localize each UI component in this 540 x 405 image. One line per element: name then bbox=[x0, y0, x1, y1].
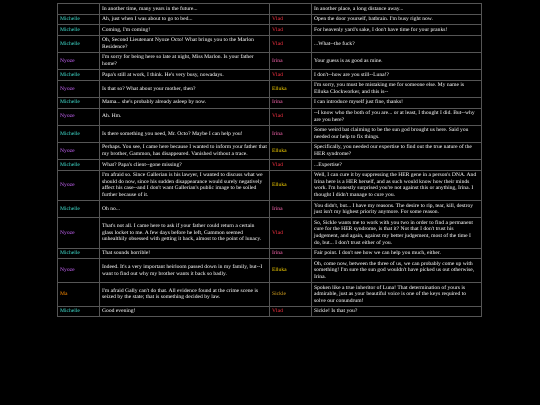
left-speaker: Michelle bbox=[58, 25, 100, 36]
left-speaker: Nyoze bbox=[58, 142, 100, 159]
right-speaker: Vlad bbox=[270, 108, 312, 125]
right-speaker: Elluka bbox=[270, 170, 312, 200]
table-row bbox=[58, 25, 482, 36]
left-speaker: Michelle bbox=[58, 125, 100, 142]
right-speaker: Vlad bbox=[270, 25, 312, 36]
left-speaker: Nyoze bbox=[58, 52, 100, 69]
right-speaker: Irina bbox=[270, 97, 312, 108]
left-line: That sounds horrible! bbox=[100, 248, 270, 259]
right-line: In another place, a long distance away... bbox=[312, 4, 482, 15]
table-row bbox=[58, 70, 482, 81]
right-speaker: Vlad bbox=[270, 218, 312, 248]
script-page bbox=[57, 3, 481, 317]
right-speaker: Elluka bbox=[270, 259, 312, 283]
left-line: Ah. Hm. bbox=[100, 108, 270, 125]
left-speaker: Nyoze bbox=[58, 259, 100, 283]
right-line: Specifically, you needed our expertise to find out the true nature of the HER syndrome? bbox=[312, 142, 482, 159]
left-speaker: Michelle bbox=[58, 306, 100, 317]
right-speaker bbox=[270, 4, 312, 15]
right-line: Well, I can cure it by suppressing the HER gene in a person's DNA. And Irina here is a HER herself, and as such would know how their minds work. I'm honestly surprised you're not against this or anything, Irina. I thought I didn't manage to cure you. bbox=[312, 170, 482, 200]
left-line: Oh, Second Lieutenant Nyoze Octo! What brings you to the Marlon Residence? bbox=[100, 35, 270, 52]
table-row bbox=[58, 4, 482, 15]
left-line: I'm afraid Gally can't do that. All evidence found at the crime scene is seized by the state; that is something decided by law. bbox=[100, 283, 270, 307]
left-speaker: Nyoze bbox=[58, 108, 100, 125]
left-line: Is there something you need, Mr. Octo? Maybe I can help you! bbox=[100, 125, 270, 142]
left-speaker: Michelle bbox=[58, 97, 100, 108]
table-row bbox=[58, 283, 482, 307]
left-line: In another time, many years in the future... bbox=[100, 4, 270, 15]
right-line: You didn't, but... I have my reasons. The desire to rip, tear, kill, destroy just isn't my highest priority anymore. For some reason. bbox=[312, 201, 482, 218]
left-speaker: Michelle bbox=[58, 14, 100, 25]
table-row bbox=[58, 35, 482, 52]
right-line: Sickle! Is that you? bbox=[312, 306, 482, 317]
right-line: Fair point. I don't see how we can help you much, either. bbox=[312, 248, 482, 259]
right-speaker: Vlad bbox=[270, 14, 312, 25]
table-row bbox=[58, 125, 482, 142]
left-line: That's not all. I came here to ask if your father could return a certain glass locket to me. A few days before he left, Gammon seemed unhealthily obsessed with getting it back, almost to the point of lunacy. bbox=[100, 218, 270, 248]
right-line: Some weird bat claiming to be the sun god brought us here. Said you needed our help to fix things. bbox=[312, 125, 482, 142]
right-line: I don't--how are you still--Luna!? bbox=[312, 70, 482, 81]
right-speaker: Vlad bbox=[270, 70, 312, 81]
table-row bbox=[58, 170, 482, 200]
left-line: I'm afraid so. Since Gallerian is his lawyer, I wanted to discuss what we should do now, since his sudden disappearance would surely negatively affect his case--and I don't want Gallerian's public image to be soiled further because of it. bbox=[100, 170, 270, 200]
right-speaker: Irina bbox=[270, 125, 312, 142]
table-row bbox=[58, 248, 482, 259]
right-line: For heavenly yard's sake, I don't have time for your pranks! bbox=[312, 25, 482, 36]
right-speaker: Vlad bbox=[270, 35, 312, 52]
left-speaker: Nyoze bbox=[58, 170, 100, 200]
table-row bbox=[58, 52, 482, 69]
table-row bbox=[58, 97, 482, 108]
left-speaker: Michelle bbox=[58, 160, 100, 171]
right-line: ...Expertise? bbox=[312, 160, 482, 171]
right-line: I'm sorry, you must be mistaking me for someone else. My name is Elluka Clockworker, and this is-- bbox=[312, 80, 482, 97]
table-row bbox=[58, 201, 482, 218]
left-line: Is that so? What about your mother, then? bbox=[100, 80, 270, 97]
right-speaker: Sickle bbox=[270, 283, 312, 307]
right-line: Oh, come now, between the three of us, we can probably come up with something! I'm sure the sun god wouldn't have picked us out otherwise, Irina. bbox=[312, 259, 482, 283]
left-line: Indeed. It's a very important heirloom passed down in my family, but--I want to find out why my brother wants it back so badly. bbox=[100, 259, 270, 283]
left-line: Ah, just when I was about to go to bed... bbox=[100, 14, 270, 25]
table-row bbox=[58, 80, 482, 97]
left-speaker: Nyoze bbox=[58, 218, 100, 248]
right-speaker: Irina bbox=[270, 52, 312, 69]
left-speaker: Nyoze bbox=[58, 80, 100, 97]
right-speaker: Vlad bbox=[270, 306, 312, 317]
table-row bbox=[58, 160, 482, 171]
left-speaker: Michelle bbox=[58, 70, 100, 81]
right-line: I can introduce myself just fine, thanks! bbox=[312, 97, 482, 108]
dialogue-table-body bbox=[58, 4, 482, 317]
left-line: Oh no... bbox=[100, 201, 270, 218]
left-speaker: Michelle bbox=[58, 248, 100, 259]
right-speaker: Irina bbox=[270, 201, 312, 218]
right-line: Spoken like a true inheritor of Luna! That determination of yours is admirable, just as your beautiful voice is one of the keys required to solve our conundrum! bbox=[312, 283, 482, 307]
right-speaker: Elluka bbox=[270, 80, 312, 97]
table-row bbox=[58, 142, 482, 159]
left-line: Good evening! bbox=[100, 306, 270, 317]
left-speaker bbox=[58, 4, 100, 15]
right-speaker: Irina bbox=[270, 248, 312, 259]
left-line: Perhaps. You see, I came here because I wanted to inform your father that my brother, Gammon, has disappeared. Vanished without a trace. bbox=[100, 142, 270, 159]
table-row bbox=[58, 306, 482, 317]
right-line: ...What--the fuck? bbox=[312, 35, 482, 52]
table-row bbox=[58, 108, 482, 125]
dialogue-table bbox=[57, 3, 482, 317]
left-line: Mama... she's probably already asleep by now. bbox=[100, 97, 270, 108]
left-speaker: Michelle bbox=[58, 35, 100, 52]
right-speaker: Elluka bbox=[270, 142, 312, 159]
left-line: What? Papa's client--gone missing? bbox=[100, 160, 270, 171]
right-line: So, Sickle wants me to work with you two in order to find a permanent cure for the HER syndrome, is that it? Not that I don't trust his judgement, and again, against my better judgement, most of the time I do, but... I don't trust either of you. bbox=[312, 218, 482, 248]
left-speaker: Ma bbox=[58, 283, 100, 307]
table-row bbox=[58, 259, 482, 283]
right-speaker: Vlad bbox=[270, 160, 312, 171]
left-line: I'm sorry for being here so late at night, Miss Marlon. Is your father home? bbox=[100, 52, 270, 69]
right-line: Your guess is as good as mine. bbox=[312, 52, 482, 69]
left-speaker: Michelle bbox=[58, 201, 100, 218]
right-line: Open the door yourself, batbrain. I'm busy right now. bbox=[312, 14, 482, 25]
left-line: Coming, I'm coming! bbox=[100, 25, 270, 36]
right-line: --I know who the both of you are... or at least, I thought I did. But--why are you here? bbox=[312, 108, 482, 125]
left-line: Papa's still at work, I think. He's very busy, nowadays. bbox=[100, 70, 270, 81]
table-row bbox=[58, 14, 482, 25]
table-row bbox=[58, 218, 482, 248]
